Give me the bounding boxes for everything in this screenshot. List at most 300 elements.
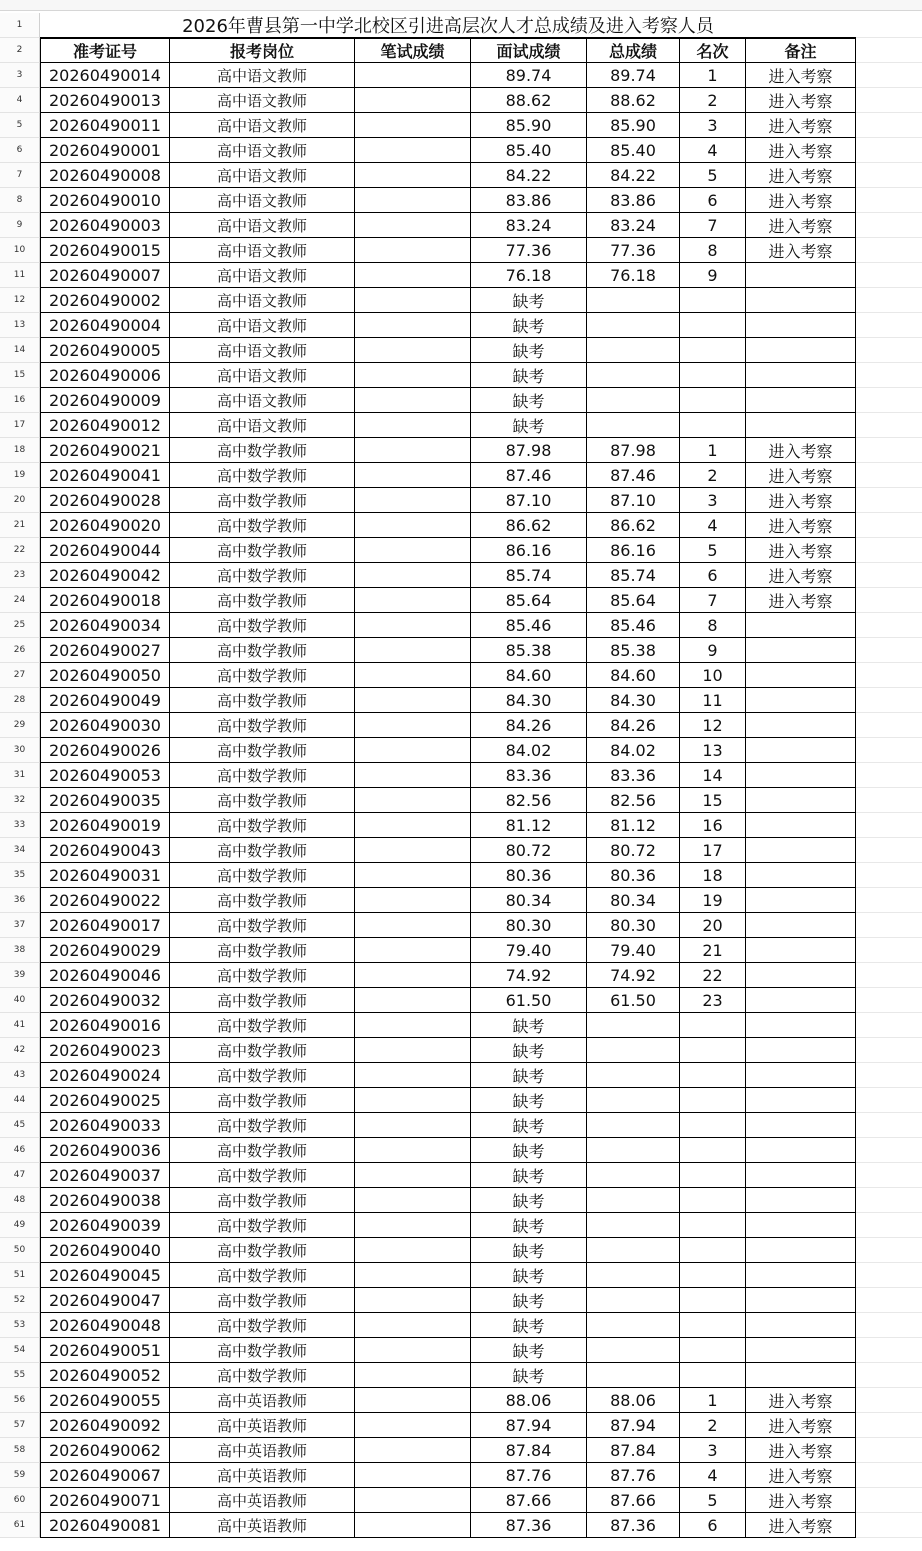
cell-position[interactable]: 高中数学教师: [170, 638, 355, 663]
cell-rank[interactable]: 6: [680, 188, 746, 213]
cell-total-score[interactable]: 87.46: [587, 463, 680, 488]
cell-remark[interactable]: [746, 363, 856, 388]
cell-remark[interactable]: 进入考察: [746, 488, 856, 513]
cell-total-score[interactable]: 76.18: [587, 263, 680, 288]
cell-interview-score[interactable]: 缺考: [471, 363, 587, 388]
cell-ticket-number[interactable]: 20260490009: [40, 388, 170, 413]
cell-written-score[interactable]: [355, 238, 471, 263]
cell-position[interactable]: 高中语文教师: [170, 138, 355, 163]
cell-position[interactable]: 高中数学教师: [170, 863, 355, 888]
empty-cell[interactable]: [856, 388, 922, 413]
cell-remark[interactable]: [746, 1363, 856, 1388]
cell-total-score[interactable]: 84.26: [587, 713, 680, 738]
cell-position[interactable]: 高中数学教师: [170, 813, 355, 838]
cell-total-score[interactable]: 77.36: [587, 238, 680, 263]
empty-cell[interactable]: [856, 1113, 922, 1138]
cell-interview-score[interactable]: 85.64: [471, 588, 587, 613]
cell-position[interactable]: 高中数学教师: [170, 1363, 355, 1388]
cell-written-score[interactable]: [355, 1413, 471, 1438]
cell-written-score[interactable]: [355, 1163, 471, 1188]
empty-cell[interactable]: [856, 688, 922, 713]
cell-interview-score[interactable]: 80.34: [471, 888, 587, 913]
cell-written-score[interactable]: [355, 688, 471, 713]
cell-interview-score[interactable]: 85.40: [471, 138, 587, 163]
cell-rank[interactable]: 15: [680, 788, 746, 813]
cell-written-score[interactable]: [355, 713, 471, 738]
cell-ticket-number[interactable]: 20260490014: [40, 63, 170, 88]
empty-cell[interactable]: [856, 1088, 922, 1113]
cell-rank[interactable]: 20: [680, 913, 746, 938]
cell-interview-score[interactable]: 85.74: [471, 563, 587, 588]
cell-total-score[interactable]: [587, 313, 680, 338]
empty-cell[interactable]: [856, 763, 922, 788]
cell-total-score[interactable]: 86.16: [587, 538, 680, 563]
cell-ticket-number[interactable]: 20260490043: [40, 838, 170, 863]
header-cell-written-score[interactable]: 笔试成绩: [355, 38, 471, 63]
empty-cell[interactable]: [856, 513, 922, 538]
cell-written-score[interactable]: [355, 1088, 471, 1113]
cell-written-score[interactable]: [355, 638, 471, 663]
cell-ticket-number[interactable]: 20260490034: [40, 613, 170, 638]
cell-ticket-number[interactable]: 20260490037: [40, 1163, 170, 1188]
cell-ticket-number[interactable]: 20260490051: [40, 1338, 170, 1363]
cell-remark[interactable]: [746, 1138, 856, 1163]
cell-ticket-number[interactable]: 20260490031: [40, 863, 170, 888]
cell-interview-score[interactable]: 81.12: [471, 813, 587, 838]
empty-cell[interactable]: [856, 663, 922, 688]
cell-total-score[interactable]: [587, 1138, 680, 1163]
cell-interview-score[interactable]: 76.18: [471, 263, 587, 288]
empty-cell[interactable]: [856, 1313, 922, 1338]
cell-ticket-number[interactable]: 20260490052: [40, 1363, 170, 1388]
cell-written-score[interactable]: [355, 88, 471, 113]
empty-cell[interactable]: [856, 263, 922, 288]
cell-ticket-number[interactable]: 20260490015: [40, 238, 170, 263]
cell-interview-score[interactable]: 缺考: [471, 1038, 587, 1063]
cell-remark[interactable]: [746, 738, 856, 763]
cell-interview-score[interactable]: 缺考: [471, 338, 587, 363]
cell-ticket-number[interactable]: 20260490021: [40, 438, 170, 463]
cell-remark[interactable]: [746, 1088, 856, 1113]
cell-remark[interactable]: [746, 638, 856, 663]
cell-written-score[interactable]: [355, 1138, 471, 1163]
cell-written-score[interactable]: [355, 1063, 471, 1088]
cell-total-score[interactable]: [587, 1288, 680, 1313]
cell-interview-score[interactable]: 82.56: [471, 788, 587, 813]
empty-cell[interactable]: [856, 563, 922, 588]
cell-interview-score[interactable]: 88.06: [471, 1388, 587, 1413]
cell-total-score[interactable]: [587, 1063, 680, 1088]
cell-position[interactable]: 高中数学教师: [170, 688, 355, 713]
cell-ticket-number[interactable]: 20260490081: [40, 1513, 170, 1538]
empty-cell[interactable]: [856, 788, 922, 813]
cell-ticket-number[interactable]: 20260490030: [40, 713, 170, 738]
cell-total-score[interactable]: [587, 1213, 680, 1238]
cell-rank[interactable]: 23: [680, 988, 746, 1013]
cell-total-score[interactable]: 81.12: [587, 813, 680, 838]
empty-cell[interactable]: [856, 1288, 922, 1313]
cell-remark[interactable]: [746, 1213, 856, 1238]
cell-total-score[interactable]: 87.10: [587, 488, 680, 513]
cell-total-score[interactable]: 85.64: [587, 588, 680, 613]
cell-ticket-number[interactable]: 20260490004: [40, 313, 170, 338]
cell-remark[interactable]: 进入考察: [746, 63, 856, 88]
cell-written-score[interactable]: [355, 588, 471, 613]
cell-rank[interactable]: 6: [680, 1513, 746, 1538]
cell-remark[interactable]: 进入考察: [746, 1488, 856, 1513]
cell-position[interactable]: 高中数学教师: [170, 713, 355, 738]
cell-rank[interactable]: [680, 1238, 746, 1263]
cell-written-score[interactable]: [355, 1488, 471, 1513]
cell-position[interactable]: 高中数学教师: [170, 563, 355, 588]
cell-interview-score[interactable]: 缺考: [471, 413, 587, 438]
cell-total-score[interactable]: 74.92: [587, 963, 680, 988]
cell-ticket-number[interactable]: 20260490003: [40, 213, 170, 238]
cell-written-score[interactable]: [355, 763, 471, 788]
cell-position[interactable]: 高中数学教师: [170, 938, 355, 963]
cell-interview-score[interactable]: 83.24: [471, 213, 587, 238]
empty-cell[interactable]: [856, 1013, 922, 1038]
cell-ticket-number[interactable]: 20260490027: [40, 638, 170, 663]
empty-cell[interactable]: [856, 1188, 922, 1213]
cell-position[interactable]: 高中数学教师: [170, 913, 355, 938]
cell-total-score[interactable]: 61.50: [587, 988, 680, 1013]
cell-written-score[interactable]: [355, 1238, 471, 1263]
cell-total-score[interactable]: 84.60: [587, 663, 680, 688]
cell-remark[interactable]: [746, 1188, 856, 1213]
cell-position[interactable]: 高中英语教师: [170, 1463, 355, 1488]
empty-cell[interactable]: [856, 913, 922, 938]
cell-written-score[interactable]: [355, 438, 471, 463]
cell-ticket-number[interactable]: 20260490049: [40, 688, 170, 713]
cell-remark[interactable]: [746, 413, 856, 438]
cell-rank[interactable]: 5: [680, 163, 746, 188]
cell-position[interactable]: 高中英语教师: [170, 1413, 355, 1438]
cell-remark[interactable]: 进入考察: [746, 1438, 856, 1463]
cell-position[interactable]: 高中数学教师: [170, 538, 355, 563]
cell-position[interactable]: 高中数学教师: [170, 888, 355, 913]
cell-total-score[interactable]: 84.30: [587, 688, 680, 713]
cell-position[interactable]: 高中语文教师: [170, 238, 355, 263]
cell-remark[interactable]: 进入考察: [746, 1463, 856, 1488]
cell-remark[interactable]: [746, 863, 856, 888]
cell-written-score[interactable]: [355, 988, 471, 1013]
cell-rank[interactable]: 7: [680, 588, 746, 613]
cell-written-score[interactable]: [355, 1113, 471, 1138]
cell-rank[interactable]: 3: [680, 488, 746, 513]
cell-interview-score[interactable]: 87.46: [471, 463, 587, 488]
cell-remark[interactable]: 进入考察: [746, 563, 856, 588]
cell-ticket-number[interactable]: 20260490007: [40, 263, 170, 288]
empty-cell[interactable]: [856, 1263, 922, 1288]
cell-remark[interactable]: 进入考察: [746, 88, 856, 113]
cell-rank[interactable]: [680, 1088, 746, 1113]
cell-position[interactable]: 高中语文教师: [170, 113, 355, 138]
cell-ticket-number[interactable]: 20260490005: [40, 338, 170, 363]
cell-total-score[interactable]: 83.36: [587, 763, 680, 788]
cell-position[interactable]: 高中语文教师: [170, 163, 355, 188]
cell-remark[interactable]: [746, 313, 856, 338]
cell-written-score[interactable]: [355, 138, 471, 163]
cell-remark[interactable]: [746, 1038, 856, 1063]
sheet-title[interactable]: 2026年曹县第一中学北校区引进高层次人才总成绩及进入考察人员: [40, 13, 856, 38]
cell-rank[interactable]: 13: [680, 738, 746, 763]
cell-position[interactable]: 高中语文教师: [170, 288, 355, 313]
cell-written-score[interactable]: [355, 363, 471, 388]
cell-written-score[interactable]: [355, 463, 471, 488]
cell-written-score[interactable]: [355, 1213, 471, 1238]
cell-remark[interactable]: [746, 1063, 856, 1088]
cell-written-score[interactable]: [355, 488, 471, 513]
cell-rank[interactable]: 1: [680, 63, 746, 88]
cell-rank[interactable]: 10: [680, 663, 746, 688]
cell-written-score[interactable]: [355, 1438, 471, 1463]
cell-total-score[interactable]: 79.40: [587, 938, 680, 963]
cell-position[interactable]: 高中数学教师: [170, 463, 355, 488]
cell-position[interactable]: 高中语文教师: [170, 213, 355, 238]
cell-interview-score[interactable]: 84.30: [471, 688, 587, 713]
cell-ticket-number[interactable]: 20260490029: [40, 938, 170, 963]
cell-remark[interactable]: [746, 838, 856, 863]
cell-remark[interactable]: 进入考察: [746, 238, 856, 263]
cell-rank[interactable]: [680, 413, 746, 438]
cell-total-score[interactable]: 85.40: [587, 138, 680, 163]
cell-written-score[interactable]: [355, 338, 471, 363]
cell-written-score[interactable]: [355, 1338, 471, 1363]
cell-ticket-number[interactable]: 20260490033: [40, 1113, 170, 1138]
empty-cell[interactable]: [856, 238, 922, 263]
cell-interview-score[interactable]: 缺考: [471, 1063, 587, 1088]
cell-interview-score[interactable]: 缺考: [471, 1263, 587, 1288]
cell-total-score[interactable]: 80.72: [587, 838, 680, 863]
cell-interview-score[interactable]: 缺考: [471, 1338, 587, 1363]
empty-cell[interactable]: [856, 1163, 922, 1188]
cell-remark[interactable]: [746, 988, 856, 1013]
cell-rank[interactable]: 9: [680, 638, 746, 663]
cell-interview-score[interactable]: 85.90: [471, 113, 587, 138]
cell-rank[interactable]: [680, 1013, 746, 1038]
cell-rank[interactable]: 6: [680, 563, 746, 588]
header-cell-interview-score[interactable]: 面试成绩: [471, 38, 587, 63]
cell-ticket-number[interactable]: 20260490016: [40, 1013, 170, 1038]
empty-cell[interactable]: [856, 713, 922, 738]
cell-written-score[interactable]: [355, 288, 471, 313]
empty-cell[interactable]: [856, 1438, 922, 1463]
empty-cell[interactable]: [856, 1138, 922, 1163]
cell-rank[interactable]: [680, 1263, 746, 1288]
cell-total-score[interactable]: 83.86: [587, 188, 680, 213]
cell-total-score[interactable]: [587, 363, 680, 388]
cell-total-score[interactable]: 87.36: [587, 1513, 680, 1538]
empty-cell[interactable]: [856, 1388, 922, 1413]
cell-position[interactable]: 高中数学教师: [170, 1263, 355, 1288]
cell-rank[interactable]: 4: [680, 138, 746, 163]
cell-remark[interactable]: [746, 388, 856, 413]
cell-written-score[interactable]: [355, 1038, 471, 1063]
cell-total-score[interactable]: [587, 1088, 680, 1113]
cell-position[interactable]: 高中语文教师: [170, 413, 355, 438]
empty-cell[interactable]: [856, 1063, 922, 1088]
cell-position[interactable]: 高中语文教师: [170, 188, 355, 213]
cell-position[interactable]: 高中数学教师: [170, 1063, 355, 1088]
cell-ticket-number[interactable]: 20260490011: [40, 113, 170, 138]
cell-remark[interactable]: [746, 263, 856, 288]
header-cell-position[interactable]: 报考岗位: [170, 38, 355, 63]
cell-interview-score[interactable]: 缺考: [471, 1113, 587, 1138]
cell-rank[interactable]: 17: [680, 838, 746, 863]
cell-total-score[interactable]: 85.90: [587, 113, 680, 138]
empty-cell[interactable]: [856, 588, 922, 613]
cell-interview-score[interactable]: 86.16: [471, 538, 587, 563]
cell-ticket-number[interactable]: 20260490042: [40, 563, 170, 588]
empty-cell[interactable]: [856, 88, 922, 113]
cell-remark[interactable]: [746, 1113, 856, 1138]
cell-rank[interactable]: 5: [680, 538, 746, 563]
cell-total-score[interactable]: [587, 1188, 680, 1213]
cell-total-score[interactable]: [587, 1238, 680, 1263]
cell-position[interactable]: 高中语文教师: [170, 63, 355, 88]
cell-position[interactable]: 高中语文教师: [170, 263, 355, 288]
empty-cell[interactable]: [856, 1338, 922, 1363]
cell-interview-score[interactable]: 缺考: [471, 1313, 587, 1338]
cell-ticket-number[interactable]: 20260490010: [40, 188, 170, 213]
cell-position[interactable]: 高中数学教师: [170, 1213, 355, 1238]
empty-cell[interactable]: [856, 888, 922, 913]
cell-remark[interactable]: [746, 913, 856, 938]
cell-position[interactable]: 高中数学教师: [170, 738, 355, 763]
cell-rank[interactable]: 9: [680, 263, 746, 288]
cell-total-score[interactable]: [587, 1338, 680, 1363]
cell-ticket-number[interactable]: 20260490048: [40, 1313, 170, 1338]
empty-cell[interactable]: [856, 813, 922, 838]
cell-ticket-number[interactable]: 20260490045: [40, 1263, 170, 1288]
header-cell-ticket-number[interactable]: 准考证号: [40, 38, 170, 63]
cell-remark[interactable]: [746, 1238, 856, 1263]
empty-cell[interactable]: [856, 638, 922, 663]
cell-remark[interactable]: [746, 763, 856, 788]
cell-ticket-number[interactable]: 20260490028: [40, 488, 170, 513]
cell-remark[interactable]: [746, 963, 856, 988]
cell-remark[interactable]: 进入考察: [746, 1413, 856, 1438]
cell-remark[interactable]: 进入考察: [746, 513, 856, 538]
cell-position[interactable]: 高中数学教师: [170, 963, 355, 988]
cell-position[interactable]: 高中数学教师: [170, 838, 355, 863]
cell-written-score[interactable]: [355, 1363, 471, 1388]
cell-rank[interactable]: 22: [680, 963, 746, 988]
cell-rank[interactable]: 7: [680, 213, 746, 238]
cell-remark[interactable]: [746, 1288, 856, 1313]
cell-total-score[interactable]: 85.46: [587, 613, 680, 638]
empty-cell[interactable]: [856, 188, 922, 213]
cell-ticket-number[interactable]: 20260490067: [40, 1463, 170, 1488]
cell-total-score[interactable]: 88.06: [587, 1388, 680, 1413]
cell-interview-score[interactable]: 83.36: [471, 763, 587, 788]
cell-interview-score[interactable]: 缺考: [471, 1238, 587, 1263]
cell-written-score[interactable]: [355, 313, 471, 338]
cell-position[interactable]: 高中英语教师: [170, 1513, 355, 1538]
cell-interview-score[interactable]: 87.76: [471, 1463, 587, 1488]
cell-interview-score[interactable]: 85.38: [471, 638, 587, 663]
cell-interview-score[interactable]: 87.94: [471, 1413, 587, 1438]
cell-interview-score[interactable]: 缺考: [471, 1013, 587, 1038]
cell-total-score[interactable]: [587, 1263, 680, 1288]
cell-total-score[interactable]: 80.36: [587, 863, 680, 888]
empty-cell[interactable]: [856, 613, 922, 638]
empty-cell[interactable]: [856, 538, 922, 563]
cell-interview-score[interactable]: 缺考: [471, 313, 587, 338]
cell-interview-score[interactable]: 缺考: [471, 1138, 587, 1163]
cell-written-score[interactable]: [355, 1013, 471, 1038]
cell-remark[interactable]: [746, 288, 856, 313]
empty-cell[interactable]: [856, 1513, 922, 1538]
header-cell-remark[interactable]: 备注: [746, 38, 856, 63]
cell-ticket-number[interactable]: 20260490017: [40, 913, 170, 938]
cell-ticket-number[interactable]: 20260490041: [40, 463, 170, 488]
cell-position[interactable]: 高中数学教师: [170, 1313, 355, 1338]
cell-interview-score[interactable]: 缺考: [471, 1188, 587, 1213]
cell-position[interactable]: 高中数学教师: [170, 613, 355, 638]
cell-remark[interactable]: [746, 663, 856, 688]
cell-rank[interactable]: [680, 313, 746, 338]
cell-position[interactable]: 高中数学教师: [170, 1113, 355, 1138]
cell-interview-score[interactable]: 87.36: [471, 1513, 587, 1538]
cell-written-score[interactable]: [355, 1463, 471, 1488]
cell-interview-score[interactable]: 89.74: [471, 63, 587, 88]
cell-total-score[interactable]: [587, 1163, 680, 1188]
cell-total-score[interactable]: 84.02: [587, 738, 680, 763]
cell-remark[interactable]: [746, 1338, 856, 1363]
cell-ticket-number[interactable]: 20260490040: [40, 1238, 170, 1263]
header-cell-rank[interactable]: 名次: [680, 38, 746, 63]
cell-interview-score[interactable]: 74.92: [471, 963, 587, 988]
empty-cell[interactable]: [856, 213, 922, 238]
cell-remark[interactable]: [746, 813, 856, 838]
cell-ticket-number[interactable]: 20260490020: [40, 513, 170, 538]
cell-written-score[interactable]: [355, 1313, 471, 1338]
cell-rank[interactable]: 16: [680, 813, 746, 838]
empty-cell[interactable]: [856, 363, 922, 388]
cell-written-score[interactable]: [355, 1288, 471, 1313]
cell-remark[interactable]: [746, 338, 856, 363]
cell-interview-score[interactable]: 77.36: [471, 238, 587, 263]
cell-position[interactable]: 高中数学教师: [170, 1163, 355, 1188]
cell-written-score[interactable]: [355, 1188, 471, 1213]
cell-position[interactable]: 高中数学教师: [170, 488, 355, 513]
cell-ticket-number[interactable]: 20260490035: [40, 788, 170, 813]
cell-remark[interactable]: 进入考察: [746, 188, 856, 213]
cell-ticket-number[interactable]: 20260490012: [40, 413, 170, 438]
cell-rank[interactable]: [680, 288, 746, 313]
cell-total-score[interactable]: 80.30: [587, 913, 680, 938]
empty-cell[interactable]: [856, 838, 922, 863]
cell-interview-score[interactable]: 缺考: [471, 1213, 587, 1238]
cell-total-score[interactable]: [587, 1038, 680, 1063]
cell-interview-score[interactable]: 缺考: [471, 1163, 587, 1188]
cell-total-score[interactable]: 87.84: [587, 1438, 680, 1463]
cell-ticket-number[interactable]: 20260490071: [40, 1488, 170, 1513]
empty-cell[interactable]: [856, 738, 922, 763]
cell-total-score[interactable]: [587, 338, 680, 363]
cell-written-score[interactable]: [355, 938, 471, 963]
empty-cell[interactable]: [856, 1463, 922, 1488]
cell-total-score[interactable]: 87.66: [587, 1488, 680, 1513]
cell-total-score[interactable]: 88.62: [587, 88, 680, 113]
cell-remark[interactable]: [746, 713, 856, 738]
cell-remark[interactable]: 进入考察: [746, 463, 856, 488]
cell-interview-score[interactable]: 85.46: [471, 613, 587, 638]
cell-position[interactable]: 高中数学教师: [170, 513, 355, 538]
cell-total-score[interactable]: 85.38: [587, 638, 680, 663]
